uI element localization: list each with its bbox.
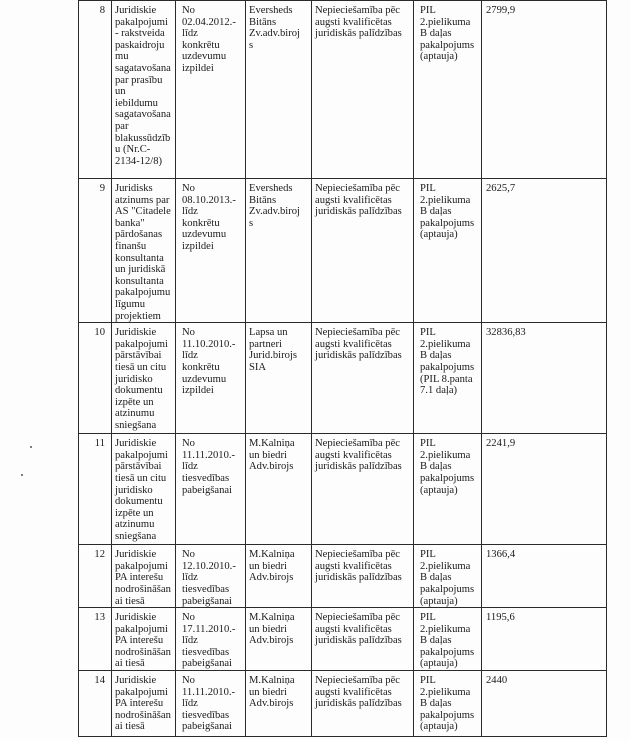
row-number: 10 <box>79 323 112 434</box>
contract-amount: 2241,9 <box>482 434 607 545</box>
procurement-reason: Nepieciešamība pēc augsti kvalificētas juridiskās palīdzības <box>312 434 414 545</box>
scan-speck <box>30 446 32 448</box>
row-number: 12 <box>79 545 112 608</box>
service-provider: M.Kalniņa un biedri Adv.birojs <box>246 434 312 545</box>
service-provider: M.Kalniņa un biedri Adv.birojs <box>246 608 312 671</box>
service-description: Juridiskie pakalpojumi pārstāvībai tiesā un citu juridisko dokumentu izpēte un atzinumu sniegšana <box>112 323 176 434</box>
service-description: Juridisks atzinums par AS "Citadele banka" pārdošanas finanšu konsultanta un juridiskā konsultanta pakalpojumu līgumu projektiem <box>112 179 176 323</box>
legal-basis: PIL 2.pielikuma B daļas pakalpojums (aptauja) <box>414 545 482 608</box>
service-description: Juridiskie pakalpojumi pārstāvībai tiesā un citu juridisko dokumentu izpēte un atzinumu sniegšana <box>112 434 176 545</box>
contract-amount: 2799,9 <box>482 1 607 179</box>
table-row <box>79 179 607 323</box>
service-provider: M.Kalniņa un biedri Adv.birojs <box>246 671 312 737</box>
service-provider: M.Kalniņa un biedri Adv.birojs <box>246 545 312 608</box>
row-number: 14 <box>79 671 112 737</box>
service-period: No 08.10.2013.- līdz konkrētu uzdevumu izpildei <box>176 179 246 323</box>
procurement-reason: Nepieciešamība pēc augsti kvalificētas juridiskās palīdzības <box>312 323 414 434</box>
legal-basis: PIL 2.pielikuma B daļas pakalpojums (aptauja) <box>414 434 482 545</box>
service-provider: Lapsa un partneri Jurid.birojs SIA <box>246 323 312 434</box>
table-row <box>79 434 607 545</box>
service-period: No 11.11.2010.- līdz tiesvedības pabeigšanai <box>176 434 246 545</box>
legal-basis: PIL 2.pielikuma B daļas pakalpojums (aptauja) <box>414 179 482 323</box>
legal-basis: PIL 2.pielikuma B daļas pakalpojums (PIL 8.panta 7.1 daļa) <box>414 323 482 434</box>
service-description: Juridiskie pakalpojumi PA interešu nodrošināšan ai tiesā <box>112 608 176 671</box>
table-row <box>79 323 607 434</box>
scan-speck <box>21 474 23 476</box>
legal-basis: PIL 2.pielikuma B daļas pakalpojums (aptauja) <box>414 608 482 671</box>
service-period: No 17.11.2010.- līdz tiesvedības pabeigšanai <box>176 608 246 671</box>
contract-amount: 1366,4 <box>482 545 607 608</box>
service-description: Juridiskie pakalpojumi - rakstveida paskaidroju mu sagatavošana par prasību un iebildumu sagatavošana par blakussūdzīb u (Nr.C- 2134-12/8) <box>112 1 176 179</box>
contract-amount: 1195,6 <box>482 608 607 671</box>
contract-amount: 2625,7 <box>482 179 607 323</box>
row-number: 8 <box>79 1 112 179</box>
service-period: No 02.04.2012.- līdz konkrētu uzdevumu izpildei <box>176 1 246 179</box>
row-number: 13 <box>79 608 112 671</box>
service-period: No 12.10.2010.- līdz tiesvedības pabeigšanai <box>176 545 246 608</box>
row-number: 9 <box>79 179 112 323</box>
procurement-reason: Nepieciešamība pēc augsti kvalificētas juridiskās palīdzības <box>312 545 414 608</box>
procurement-reason: Nepieciešamība pēc augsti kvalificētas juridiskās palīdzības <box>312 1 414 179</box>
service-provider: Eversheds Bitāns Zv.adv.biroj s <box>246 179 312 323</box>
contract-amount: 32836,83 <box>482 323 607 434</box>
table-row <box>79 671 607 737</box>
table-row <box>79 545 607 608</box>
row-number: 11 <box>79 434 112 545</box>
contract-amount: 2440 <box>482 671 607 737</box>
service-period: No 11.11.2010.- līdz tiesvedības pabeigšanai <box>176 671 246 737</box>
procurement-table <box>78 0 607 737</box>
table-row <box>79 608 607 671</box>
procurement-reason: Nepieciešamība pēc augsti kvalificētas juridiskās palīdzības <box>312 608 414 671</box>
service-provider: Eversheds Bitāns Zv.adv.biroj s <box>246 1 312 179</box>
legal-basis: PIL 2.pielikuma B daļas pakalpojums (aptauja) <box>414 671 482 737</box>
service-description: Juridiskie pakalpojumi PA interešu nodrošināšan ai tiesā <box>112 671 176 737</box>
procurement-reason: Nepieciešamība pēc augsti kvalificētas juridiskās palīdzības <box>312 671 414 737</box>
table-row <box>79 1 607 179</box>
service-period: No 11.10.2010.- līdz konkrētu uzdevumu izpildei <box>176 323 246 434</box>
procurement-reason: Nepieciešamība pēc augsti kvalificētas juridiskās palīdzības <box>312 179 414 323</box>
legal-basis: PIL 2.pielikuma B daļas pakalpojums (aptauja) <box>414 1 482 179</box>
service-description: Juridiskie pakalpojumi PA interešu nodrošināšan ai tiesā <box>112 545 176 608</box>
